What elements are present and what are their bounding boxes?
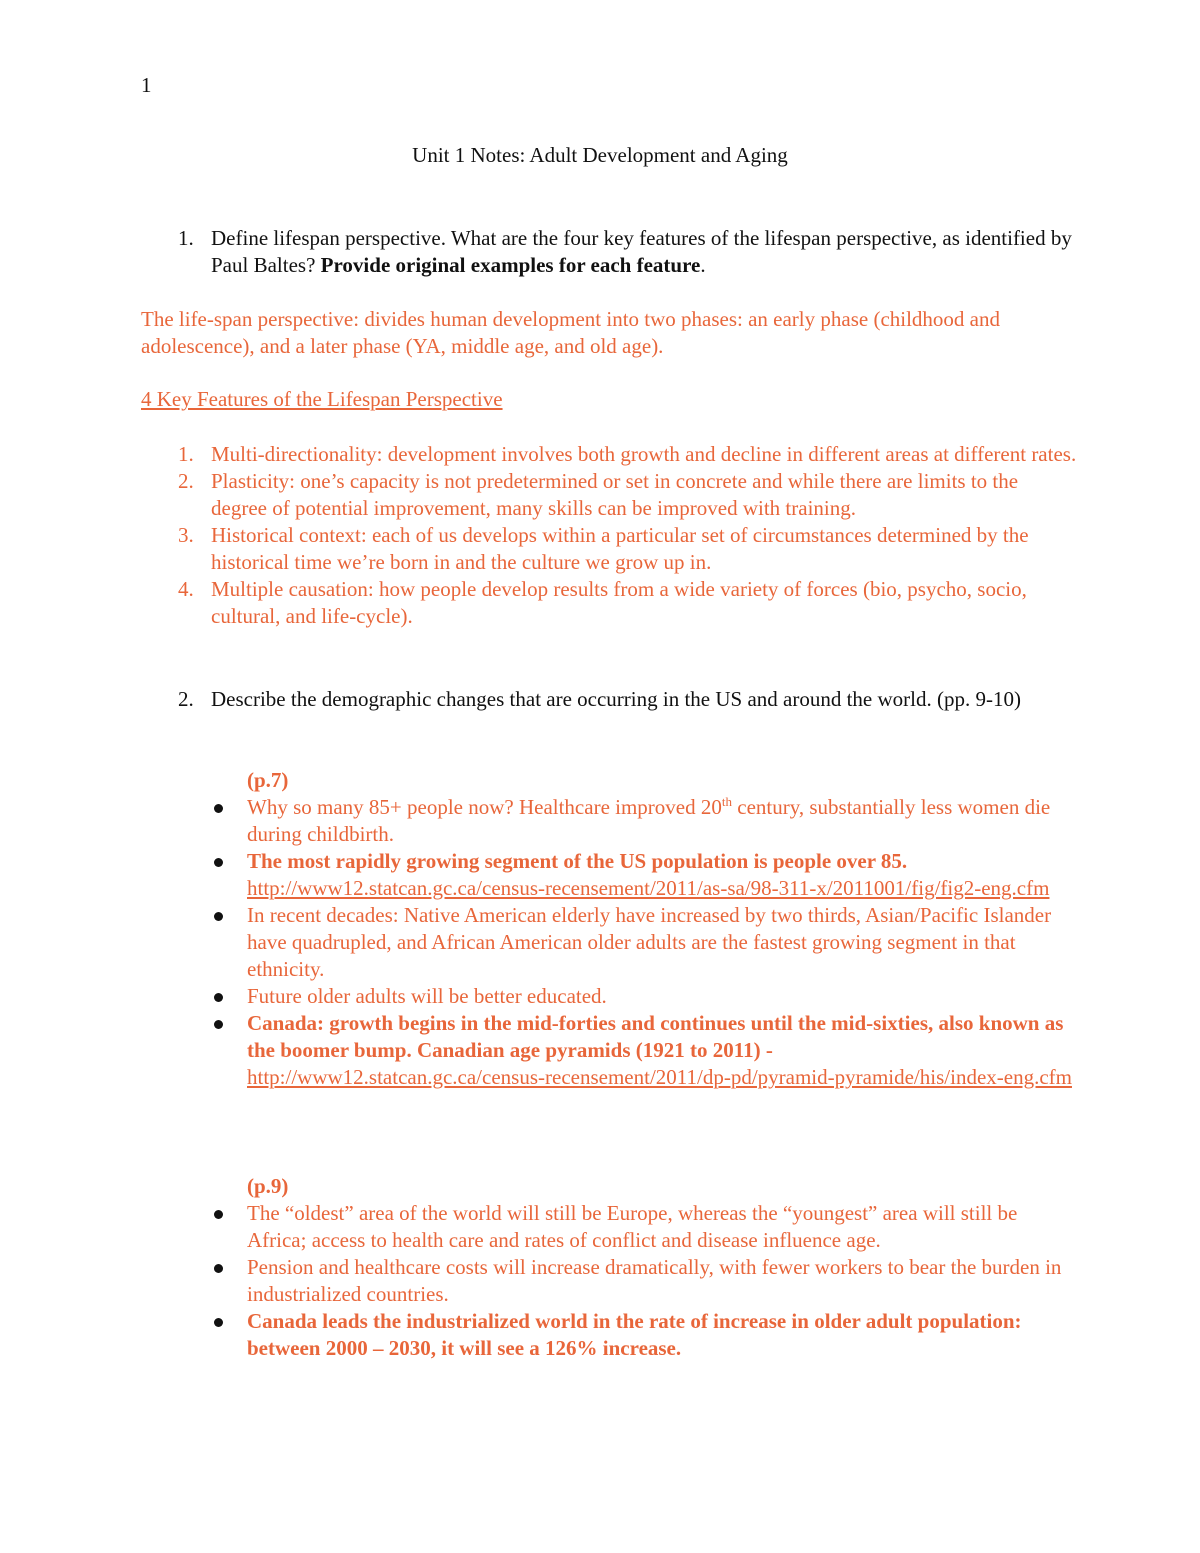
feature-item bbox=[178, 576, 1078, 630]
bullet-icon bbox=[214, 858, 223, 867]
section-p7-label: (p.7) bbox=[247, 768, 289, 792]
question-1-emphasis: Provide original examples for each feature bbox=[320, 253, 701, 277]
section-p9 bbox=[212, 1173, 1072, 1362]
statcan-pyramid-link[interactable]: http://www12.statcan.gc.ca/census-recensement/2011/dp-pd/pyramid-pyramide/his/index-eng.cfm bbox=[247, 1065, 1072, 1089]
statcan-figure-link[interactable]: http://www12.statcan.gc.ca/census-recensement/2011/as-sa/98-311-x/2011001/fig/fig2-eng.cfm bbox=[247, 876, 1050, 900]
question-1 bbox=[178, 225, 1078, 279]
features-list bbox=[178, 441, 1078, 630]
bullet-icon bbox=[214, 1020, 223, 1029]
document-title: Unit 1 Notes: Adult Development and Aging bbox=[412, 143, 788, 167]
question-2-number: 2. bbox=[178, 687, 194, 711]
bullet-text: The “oldest” area of the world will still be Europe, whereas the “youngest” area will still be Africa; access to health care and rates of conflict and disease influence age. bbox=[247, 1201, 1018, 1252]
feature-text: Historical context: each of us develops within a particular set of circumstances determined by the historical time we’re born in and the culture we grow up in. bbox=[211, 523, 1029, 574]
bullet-bold-text: The most rapidly growing segment of the US population is people over 85. bbox=[247, 849, 908, 873]
question-1-body: Define lifespan perspective. What are the four key features of the lifespan perspective, as identified by Paul Baltes? bbox=[211, 226, 1072, 277]
feature-text: Plasticity: one’s capacity is not predetermined or set in concrete and while there are limits to the degree of potential improvement, many skills can be improved with training. bbox=[211, 469, 1019, 520]
list-item bbox=[212, 1200, 1072, 1254]
list-item bbox=[212, 794, 1072, 848]
feature-text: Multi-directionality: development involves both growth and decline in different areas at different rates. bbox=[211, 442, 1077, 466]
bullet-text: Why so many 85+ people now? Healthcare improved 20 bbox=[247, 795, 722, 819]
bullet-text: In recent decades: Native American elderly have increased by two thirds, Asian/Pacific Islander have quadrupled, and African American older adults are the fastest growing segment in that ethnicity. bbox=[247, 903, 1052, 981]
page-number: 1 bbox=[141, 73, 152, 97]
question-2 bbox=[178, 686, 1078, 713]
bullet-bold-text: Canada: growth begins in the mid-forties and continues until the mid-sixties, also known as the boomer bump. Canadian age pyramids (1921 to 2011) - bbox=[247, 1011, 1064, 1062]
bullet-icon bbox=[214, 1318, 223, 1327]
feature-item bbox=[178, 441, 1078, 468]
feature-item bbox=[178, 468, 1078, 522]
feature-number: 3. bbox=[178, 523, 194, 547]
list-item bbox=[212, 1308, 1072, 1362]
question-1-number: 1. bbox=[178, 226, 194, 250]
bullet-text: Future older adults will be better educated. bbox=[247, 984, 607, 1008]
bullet-icon bbox=[214, 804, 223, 813]
feature-item bbox=[178, 522, 1078, 576]
section-p7 bbox=[212, 767, 1072, 1091]
feature-number: 1. bbox=[178, 442, 194, 466]
feature-number: 2. bbox=[178, 469, 194, 493]
feature-text: Multiple causation: how people develop results from a wide variety of forces (bio, psycho, socio, cultural, and life-cycle). bbox=[211, 577, 1027, 628]
list-item bbox=[212, 1010, 1072, 1091]
question-1-end: . bbox=[700, 253, 706, 277]
bullet-icon bbox=[214, 912, 223, 921]
list-item bbox=[212, 848, 1072, 902]
features-heading: 4 Key Features of the Lifespan Perspective bbox=[141, 387, 503, 411]
list-item bbox=[212, 1254, 1072, 1308]
bullet-icon bbox=[214, 1264, 223, 1273]
bullet-icon bbox=[214, 1210, 223, 1219]
section-p9-label: (p.9) bbox=[247, 1174, 289, 1198]
question-1-text bbox=[211, 225, 1078, 279]
superscript: th bbox=[721, 794, 732, 809]
lifespan-definition: The life-span perspective: divides human development into two phases: an early phase (childhood and adolescence), and a later phase (YA, middle age, and old age). bbox=[141, 307, 1001, 358]
bullet-text-end: century, substantially less women die during childbirth. bbox=[247, 795, 1051, 846]
list-item bbox=[212, 983, 1072, 1010]
question-2-text: Describe the demographic changes that are occurring in the US and around the world. (pp. 9-10) bbox=[211, 687, 1021, 711]
bullet-bold-text: Canada leads the industrialized world in the rate of increase in older adult population: between 2000 – 2030, it will see a 126% increase. bbox=[247, 1309, 1022, 1360]
list-item bbox=[212, 902, 1072, 983]
bullet-icon bbox=[214, 993, 223, 1002]
feature-number: 4. bbox=[178, 577, 194, 601]
bullet-text: Pension and healthcare costs will increase dramatically, with fewer workers to bear the burden in industrialized countries. bbox=[247, 1255, 1062, 1306]
